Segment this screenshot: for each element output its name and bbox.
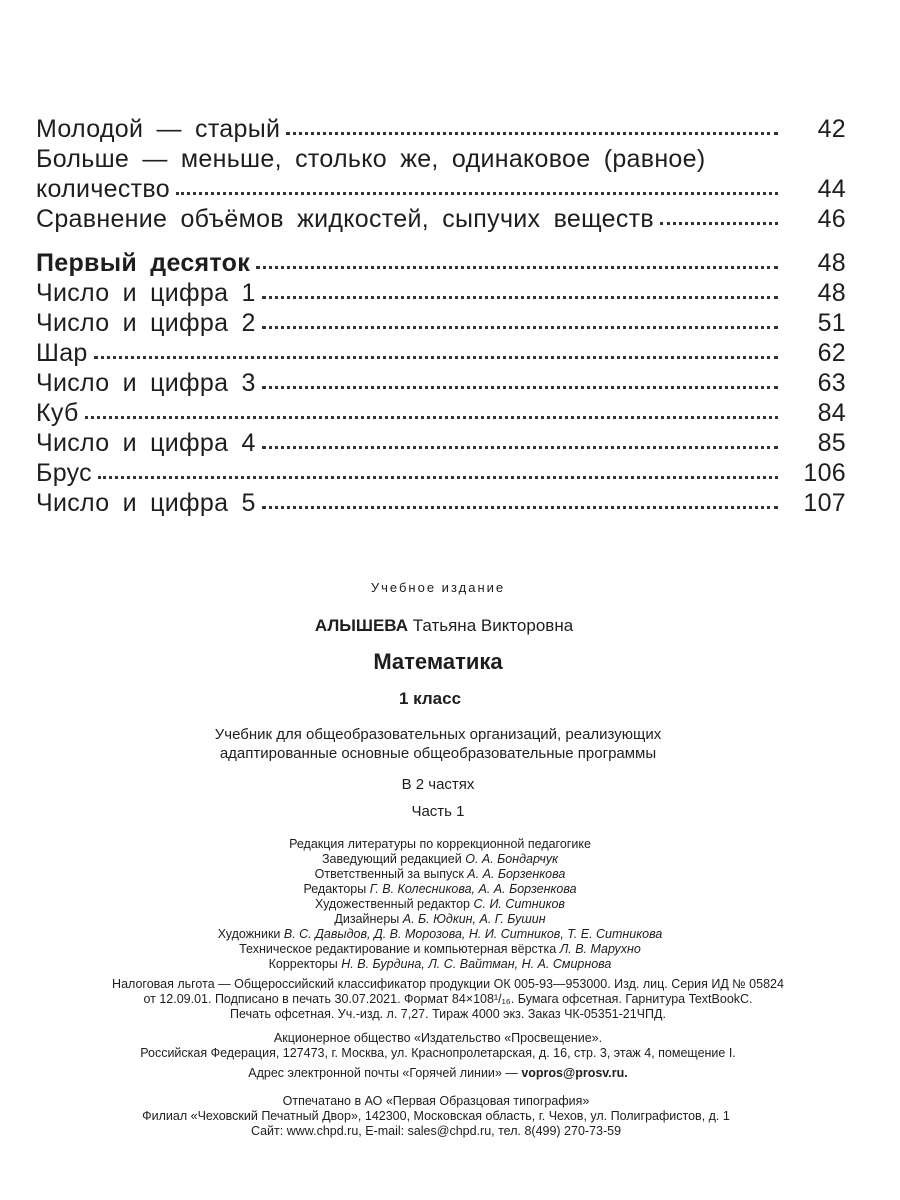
toc-entry-page: 85 xyxy=(817,429,846,457)
dot-leader xyxy=(660,222,778,225)
toc-entry-page: 48 xyxy=(817,279,846,307)
toc-entry[interactable] xyxy=(36,204,846,234)
printer-line: Сайт: www.chpd.ru, E-mail: sales@chpd.ru, тел. 8(499) 270-73-59 xyxy=(250,1124,622,1138)
credit-line xyxy=(0,956,890,972)
hotline-label: Адрес электронной почты «Горячей линии» — xyxy=(248,1066,518,1080)
hotline-line xyxy=(0,1065,888,1081)
publisher-line: Акционерное общество «Издательство «Просвещение». xyxy=(273,1031,603,1045)
toc-entry[interactable] xyxy=(36,174,846,204)
toc-entry-page: 107 xyxy=(803,489,846,517)
credit-role: Редакция литературы по коррекционной педагогике xyxy=(289,837,591,851)
toc-entry[interactable] xyxy=(36,368,846,398)
description-line: Учебник для общеобразовательных организаций, реализующих xyxy=(214,726,662,743)
dot-leader xyxy=(176,192,778,195)
credit-role: Редакторы xyxy=(303,882,367,896)
credit-line xyxy=(0,896,890,912)
toc-entry-page: 62 xyxy=(817,339,846,367)
dot-leader xyxy=(262,506,778,509)
credit-line xyxy=(0,926,890,942)
toc-entry-title: Шар xyxy=(36,338,92,368)
publisher-line: Российская Федерация, 127473, г. Москва, ул. Краснопролетарская, д. 16, стр. 3, этаж 4, помещение I. xyxy=(140,1046,736,1060)
printer-line: Филиал «Чеховский Печатный Двор», 142300, Московская область, г. Чехов, ул. Полиграфистов, д. 1 xyxy=(142,1109,730,1123)
credit-names: Г. В. Колесникова, А. А. Борзенкова xyxy=(369,882,577,896)
credit-names: С. И. Ситников xyxy=(473,897,565,911)
book-title: Математика xyxy=(373,649,503,674)
dot-leader xyxy=(98,476,778,479)
dot-leader xyxy=(262,296,778,299)
toc-entry-title: Сравнение объёмов жидкостей, сыпучих веществ xyxy=(36,204,658,234)
dot-leader xyxy=(94,356,778,359)
toc-entry-title: Число и цифра 1 xyxy=(36,278,260,308)
toc-entry-page: 106 xyxy=(803,459,846,487)
dot-leader xyxy=(286,132,778,135)
author-name: Татьяна Викторовна xyxy=(412,616,574,635)
toc-entry-title: Число и цифра 5 xyxy=(36,488,260,518)
toc-entry[interactable] xyxy=(36,338,846,368)
credit-names: А. А. Борзенкова xyxy=(467,867,566,881)
toc-entry-page: 84 xyxy=(817,399,846,427)
toc-entry-title: Брус xyxy=(36,458,96,488)
credit-line xyxy=(0,866,890,882)
table-of-contents xyxy=(36,114,846,518)
credit-names: Л. В. Марухно xyxy=(559,942,641,956)
credit-role: Художественный редактор xyxy=(315,897,470,911)
toc-entry-title: Первый десяток xyxy=(36,248,254,278)
credit-role: Ответственный за выпуск xyxy=(314,867,464,881)
toc-entry-title: Число и цифра 4 xyxy=(36,428,260,458)
grade: 1 класс xyxy=(398,689,462,708)
toc-entry[interactable] xyxy=(36,398,846,428)
credit-line xyxy=(0,851,890,867)
dot-leader xyxy=(256,266,778,269)
toc-entry[interactable] xyxy=(36,308,846,338)
toc-entry-title: Куб xyxy=(36,398,83,428)
credit-names: О. А. Бондарчук xyxy=(465,852,559,866)
hotline-email[interactable]: vopros@prosv.ru. xyxy=(521,1066,628,1080)
credit-line xyxy=(0,941,890,957)
author xyxy=(0,616,894,636)
dot-leader xyxy=(85,416,778,419)
dot-leader xyxy=(262,446,778,449)
toc-section-heading[interactable] xyxy=(36,248,846,278)
toc-entry-title: Молодой — старый xyxy=(36,114,284,144)
toc-entry[interactable] xyxy=(36,114,846,144)
toc-entry[interactable] xyxy=(36,488,846,518)
credit-line xyxy=(0,881,890,897)
toc-entry-page: 51 xyxy=(817,309,846,337)
dot-leader xyxy=(262,326,778,329)
toc-entry-page: 46 xyxy=(817,205,846,233)
toc-entry-title: Число и цифра 2 xyxy=(36,308,260,338)
description-line: адаптированные основные общеобразовательные программы xyxy=(219,745,657,762)
toc-entry[interactable] xyxy=(36,458,846,488)
credit-names: Н. В. Бурдина, Л. С. Вайтман, Н. А. Смирнова xyxy=(341,957,612,971)
tax-info-line: Печать офсетная. Уч.-изд. л. 7,27. Тираж 4000 экз. Заказ ЧК-05351-21ЧПД. xyxy=(230,1007,666,1021)
toc-entry-page: 42 xyxy=(817,115,846,143)
printer-line: Отпечатано в АО «Первая Образцовая типография» xyxy=(282,1094,590,1108)
toc-entry-title: количество xyxy=(36,174,174,204)
toc-entry-title: Число и цифра 3 xyxy=(36,368,260,398)
toc-entry[interactable] xyxy=(36,144,846,174)
credit-names: А. Б. Юдкин, А. Г. Бушин xyxy=(402,912,546,926)
credit-role: Дизайнеры xyxy=(334,912,400,926)
part-number: Часть 1 xyxy=(411,803,465,820)
credit-names: В. С. Давыдов, Д. В. Морозова, Н. И. Ситников, Т. Е. Ситникова xyxy=(283,927,663,941)
parts-count: В 2 частях xyxy=(401,776,475,793)
toc-entry-page: 44 xyxy=(817,175,846,203)
toc-entry[interactable] xyxy=(36,278,846,308)
toc-entry-page: 48 xyxy=(817,249,846,277)
credit-line xyxy=(0,911,890,927)
credit-role: Заведующий редакцией xyxy=(321,852,462,866)
credit-role: Корректоры xyxy=(268,957,338,971)
credit-role: Техническое редактирование и компьютерная вёрстка xyxy=(239,942,557,956)
credit-role: Художники xyxy=(217,927,281,941)
dot-leader xyxy=(262,386,778,389)
edition-type: Учебное издание xyxy=(370,580,506,595)
toc-entry-page: 63 xyxy=(817,369,846,397)
toc-entry[interactable] xyxy=(36,428,846,458)
author-surname: АЛЫШЕВА xyxy=(314,616,409,635)
tax-info-line: Налоговая льгота — Общероссийский классификатор продукции ОК 005-93—953000. Изд. лиц. Серия ИД № 05824 xyxy=(112,977,784,991)
tax-info-line: от 12.09.01. Подписано в печать 30.07.2021. Формат 84×108¹/₁₆. Бумага офсетная. Гарнитура TextBookC. xyxy=(143,992,753,1006)
credit-line xyxy=(0,836,890,852)
toc-entry-title: Больше — меньше, столько же, одинаковое (равное) xyxy=(36,144,780,174)
